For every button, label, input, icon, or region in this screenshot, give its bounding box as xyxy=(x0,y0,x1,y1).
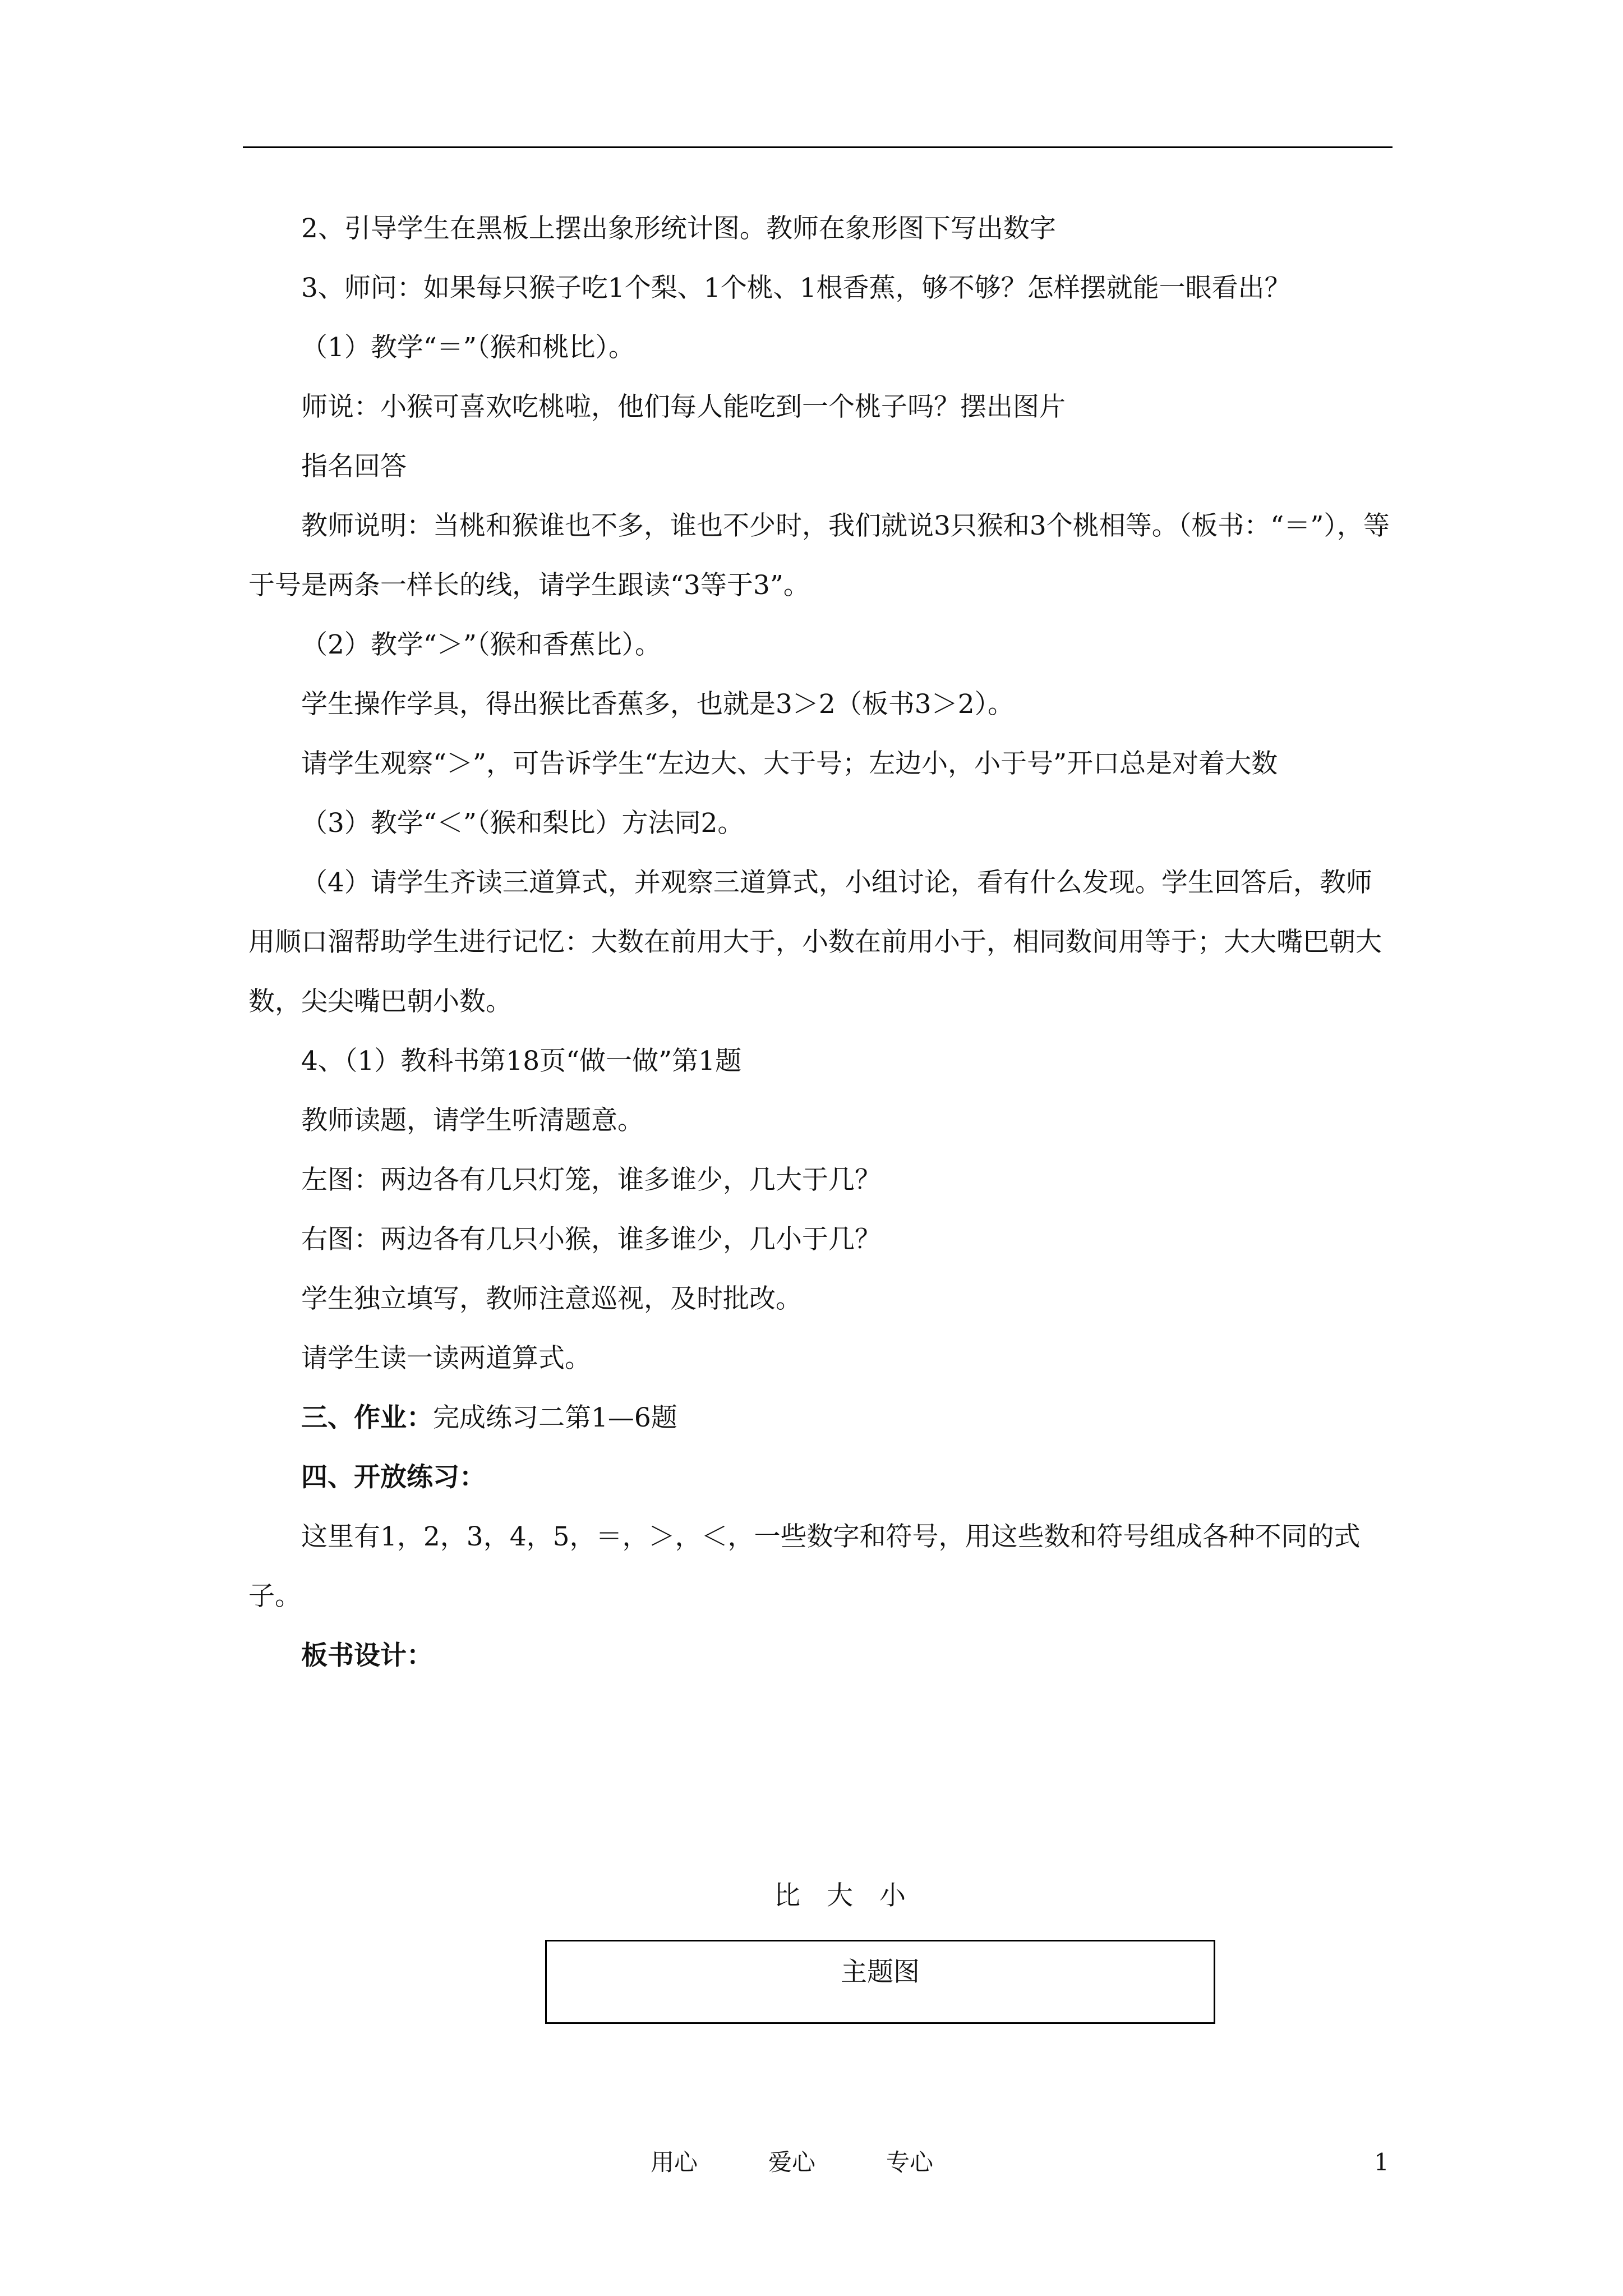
footer-motto: 用心 爱心 专心 xyxy=(651,2148,934,2176)
paragraph-step-2: 2、引导学生在黑板上摆出象形统计图。教师在象形图下写出数字 xyxy=(301,213,1056,244)
page-number: 1 xyxy=(1374,2148,1389,2176)
homework-text: 完成练习二第1—6题 xyxy=(433,1402,677,1433)
board-design-heading: 板书设计： xyxy=(301,1640,433,1671)
body-content xyxy=(248,199,1393,1686)
paragraph-read-two-formulas: 请学生读一读两道算式。 xyxy=(301,1343,591,1374)
board-design-box xyxy=(545,1940,1215,2024)
paragraph-observe-greater: 请学生观察“＞”，可告诉学生“左边大、大于号；左边小，小于号”开口总是对着大数 xyxy=(301,748,1278,779)
paragraph-step-4: 4、（1）教科书第18页“做一做”第1题 xyxy=(301,1046,742,1076)
paragraph-teach-greater: （2）教学“＞”（猴和香蕉比）。 xyxy=(301,629,661,660)
paragraph-teach-less: （3）教学“＜”（猴和梨比）方法同2。 xyxy=(301,808,744,839)
board-box-label: 主题图 xyxy=(841,1957,920,1987)
open-practice-text: 这里有1，2，3，4，5，＝，＞，＜，一些数字和符号，用这些数和符号组成各种不同的式子。 xyxy=(248,1521,1361,1612)
paragraph-right-figure: 右图：两边各有几只小猴，谁多谁少，几小于几？ xyxy=(301,1224,881,1255)
header-rule xyxy=(243,146,1393,148)
paragraph-teacher-says: 师说：小猴可喜欢吃桃啦，他们每人能吃到一个桃子吗？摆出图片 xyxy=(301,392,1066,422)
paragraph-teacher-explains: 教师说明：当桃和猴谁也不多，谁也不少时，我们就说3只猴和3个桃相等。（板书：“＝”），等于号是两条一样长的线，请学生跟读“3等于3”。 xyxy=(248,510,1390,601)
paragraph-left-figure: 左图：两边各有几只灯笼，谁多谁少，几大于几？ xyxy=(301,1165,881,1195)
open-practice-heading: 四、开放练习： xyxy=(301,1462,486,1493)
paragraph-students-operate: 学生操作学具，得出猴比香蕉多，也就是3＞2（板书3＞2）。 xyxy=(301,689,1015,720)
paragraph-step-3: 3、师问：如果每只猴子吃1个梨、1个桃、1根香蕉，够不够？怎样摆就能一眼看出？ xyxy=(301,273,1291,303)
paragraph-teacher-reads: 教师读题，请学生听清题意。 xyxy=(301,1105,644,1136)
homework-section xyxy=(248,1388,1393,1448)
homework-label: 三、作业： xyxy=(301,1402,433,1433)
board-design-title: 比 大 小 xyxy=(774,1880,906,1911)
paragraph-call-on: 指名回答 xyxy=(301,451,407,482)
paragraph-students-fill: 学生独立填写，教师注意巡视，及时批改。 xyxy=(301,1283,802,1314)
paragraph-read-formulas: （4）请学生齐读三道算式，并观察三道算式，小组讨论，看有什么发现。学生回答后，教师用顺口溜帮助学生进行记忆：大数在前用大于，小数在前用小于，相同数间用等于；大大嘴巴朝大数，尖尖嘴巴朝小数。 xyxy=(248,867,1382,1017)
paragraph-teach-equal: （1）教学“＝”（猴和桃比）。 xyxy=(301,332,635,363)
